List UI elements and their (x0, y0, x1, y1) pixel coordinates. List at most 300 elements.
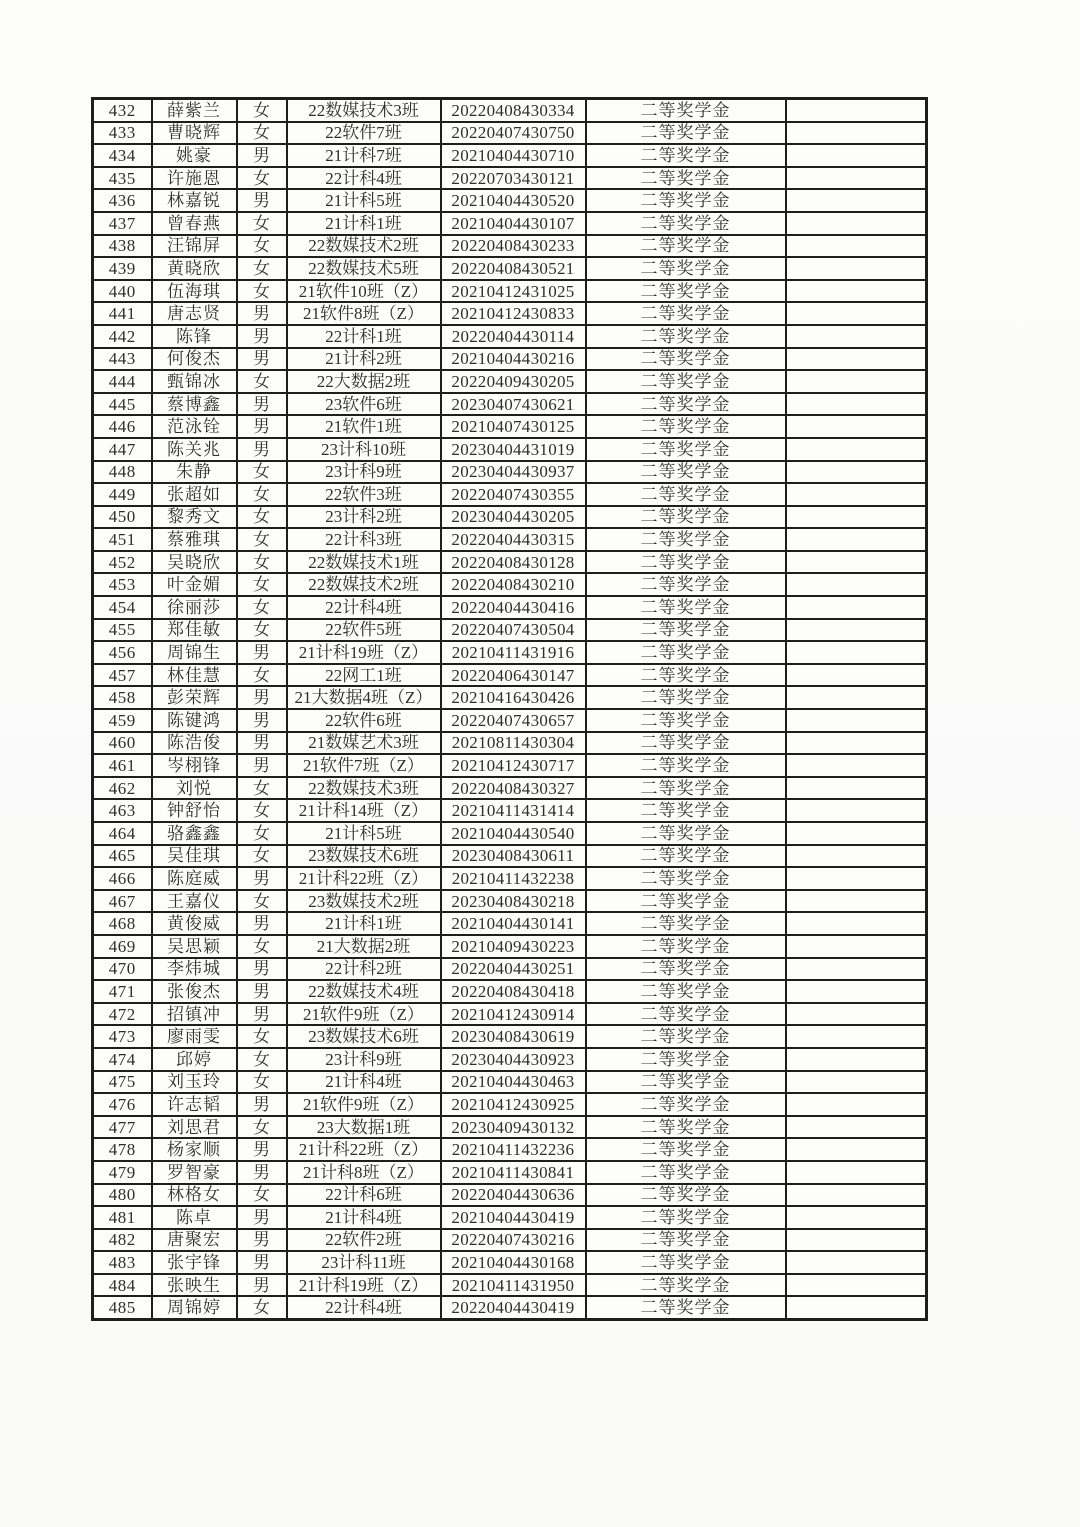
gender-cell: 男 (237, 1251, 287, 1274)
row-number-cell: 475 (93, 1071, 152, 1094)
student-name-cell: 岑栩锋 (152, 754, 237, 777)
award-cell: 二等奖学金 (586, 664, 786, 687)
student-name-cell: 汪锦屏 (152, 235, 237, 258)
note-cell (786, 393, 927, 416)
gender-cell: 女 (237, 1071, 287, 1094)
note-cell (786, 935, 927, 958)
class-name-cell: 23计科9班 (287, 461, 441, 484)
gender-cell: 女 (237, 528, 287, 551)
student-id-cell: 20220408430334 (441, 99, 586, 122)
gender-cell: 女 (237, 551, 287, 574)
row-number-cell: 444 (93, 370, 152, 393)
student-id-cell: 20210404430141 (441, 912, 586, 935)
award-cell: 二等奖学金 (586, 890, 786, 913)
table-row (93, 483, 927, 506)
class-name-cell: 21软件9班（Z） (287, 1093, 441, 1116)
student-name-cell: 陈浩俊 (152, 732, 237, 755)
award-cell: 二等奖学金 (586, 393, 786, 416)
gender-cell: 女 (237, 235, 287, 258)
table-row (93, 935, 927, 958)
class-name-cell: 23软件6班 (287, 393, 441, 416)
note-cell (786, 664, 927, 687)
class-name-cell: 23计科10班 (287, 438, 441, 461)
student-name-cell: 张俊杰 (152, 980, 237, 1003)
row-number-cell: 467 (93, 890, 152, 913)
gender-cell: 男 (237, 1229, 287, 1252)
note-cell (786, 709, 927, 732)
class-name-cell: 22软件2班 (287, 1229, 441, 1252)
student-id-cell: 20220404430636 (441, 1184, 586, 1207)
note-cell (786, 596, 927, 619)
table-row (93, 325, 927, 348)
table-row (93, 1274, 927, 1297)
row-number-cell: 474 (93, 1048, 152, 1071)
student-name-cell: 吴思颖 (152, 935, 237, 958)
class-name-cell: 22大数据2班 (287, 370, 441, 393)
gender-cell: 男 (237, 1274, 287, 1297)
note-cell (786, 890, 927, 913)
award-cell: 二等奖学金 (586, 1025, 786, 1048)
row-number-cell: 466 (93, 867, 152, 890)
table-row (93, 348, 927, 371)
note-cell (786, 122, 927, 145)
student-name-cell: 唐聚宏 (152, 1229, 237, 1252)
row-number-cell: 445 (93, 393, 152, 416)
student-id-cell: 20220408430210 (441, 573, 586, 596)
table-row (93, 754, 927, 777)
award-cell: 二等奖学金 (586, 754, 786, 777)
award-cell: 二等奖学金 (586, 596, 786, 619)
award-cell: 二等奖学金 (586, 189, 786, 212)
class-name-cell: 21数媒艺术3班 (287, 732, 441, 755)
note-cell (786, 1003, 927, 1026)
student-name-cell: 林佳慧 (152, 664, 237, 687)
row-number-cell: 461 (93, 754, 152, 777)
class-name-cell: 22计科3班 (287, 528, 441, 551)
row-number-cell: 450 (93, 506, 152, 529)
table-row (93, 506, 927, 529)
student-id-cell: 20220703430121 (441, 167, 586, 190)
gender-cell: 男 (237, 709, 287, 732)
row-number-cell: 438 (93, 235, 152, 258)
row-number-cell: 460 (93, 732, 152, 755)
gender-cell: 女 (237, 822, 287, 845)
row-number-cell: 462 (93, 777, 152, 800)
student-id-cell: 20220408430418 (441, 980, 586, 1003)
award-cell: 二等奖学金 (586, 483, 786, 506)
class-name-cell: 22软件5班 (287, 619, 441, 642)
student-id-cell: 20220407430355 (441, 483, 586, 506)
student-id-cell: 20230404431019 (441, 438, 586, 461)
table-row (93, 189, 927, 212)
student-id-cell: 20210412430914 (441, 1003, 586, 1026)
gender-cell: 女 (237, 1048, 287, 1071)
class-name-cell: 21软件1班 (287, 415, 441, 438)
award-cell: 二等奖学金 (586, 777, 786, 800)
class-name-cell: 22计科4班 (287, 1296, 441, 1319)
note-cell (786, 867, 927, 890)
row-number-cell: 479 (93, 1161, 152, 1184)
student-id-cell: 20220408430233 (441, 235, 586, 258)
table-row (93, 867, 927, 890)
student-name-cell: 招镇冲 (152, 1003, 237, 1026)
row-number-cell: 482 (93, 1229, 152, 1252)
gender-cell: 女 (237, 845, 287, 868)
note-cell (786, 1071, 927, 1094)
note-cell (786, 1184, 927, 1207)
award-cell: 二等奖学金 (586, 348, 786, 371)
award-cell: 二等奖学金 (586, 551, 786, 574)
gender-cell: 女 (237, 212, 287, 235)
student-id-cell: 20230404430937 (441, 461, 586, 484)
student-id-cell: 20230408430218 (441, 890, 586, 913)
student-name-cell: 许施恩 (152, 167, 237, 190)
note-cell (786, 348, 927, 371)
award-cell: 二等奖学金 (586, 302, 786, 325)
table-row (93, 438, 927, 461)
class-name-cell: 21计科5班 (287, 822, 441, 845)
table-row (93, 1025, 927, 1048)
table-row (93, 461, 927, 484)
student-id-cell: 20220408430521 (441, 257, 586, 280)
gender-cell: 女 (237, 1025, 287, 1048)
table-row (93, 1296, 927, 1319)
student-id-cell: 20220404430416 (441, 596, 586, 619)
note-cell (786, 99, 927, 122)
award-cell: 二等奖学金 (586, 325, 786, 348)
student-name-cell: 吴晓欣 (152, 551, 237, 574)
student-name-cell: 陈锋 (152, 325, 237, 348)
gender-cell: 男 (237, 958, 287, 981)
gender-cell: 女 (237, 122, 287, 145)
gender-cell: 女 (237, 1184, 287, 1207)
table-row (93, 1138, 927, 1161)
row-number-cell: 437 (93, 212, 152, 235)
table-row (93, 99, 927, 122)
student-id-cell: 20210412430833 (441, 302, 586, 325)
student-name-cell: 曾春燕 (152, 212, 237, 235)
award-cell: 二等奖学金 (586, 167, 786, 190)
class-name-cell: 22计科2班 (287, 958, 441, 981)
row-number-cell: 451 (93, 528, 152, 551)
row-number-cell: 455 (93, 619, 152, 642)
gender-cell: 男 (237, 325, 287, 348)
row-number-cell: 442 (93, 325, 152, 348)
class-name-cell: 21计科7班 (287, 144, 441, 167)
row-number-cell: 458 (93, 686, 152, 709)
row-number-cell: 477 (93, 1116, 152, 1139)
class-name-cell: 22软件6班 (287, 709, 441, 732)
award-cell: 二等奖学金 (586, 686, 786, 709)
table-row (93, 1184, 927, 1207)
award-cell: 二等奖学金 (586, 619, 786, 642)
table-row (93, 212, 927, 235)
row-number-cell: 478 (93, 1138, 152, 1161)
row-number-cell: 456 (93, 641, 152, 664)
student-name-cell: 叶金媚 (152, 573, 237, 596)
student-id-cell: 20210411431414 (441, 799, 586, 822)
table-row (93, 845, 927, 868)
class-name-cell: 21计科14班（Z） (287, 799, 441, 822)
table-row (93, 370, 927, 393)
row-number-cell: 446 (93, 415, 152, 438)
gender-cell: 男 (237, 144, 287, 167)
award-cell: 二等奖学金 (586, 912, 786, 935)
class-name-cell: 22数媒技术2班 (287, 573, 441, 596)
student-name-cell: 李炜城 (152, 958, 237, 981)
table-row (93, 1116, 927, 1139)
class-name-cell: 22软件7班 (287, 122, 441, 145)
class-name-cell: 23大数据1班 (287, 1116, 441, 1139)
gender-cell: 男 (237, 732, 287, 755)
note-cell (786, 754, 927, 777)
award-cell: 二等奖学金 (586, 415, 786, 438)
table-row (93, 1048, 927, 1071)
gender-cell: 女 (237, 935, 287, 958)
row-number-cell: 464 (93, 822, 152, 845)
student-name-cell: 何俊杰 (152, 348, 237, 371)
note-cell (786, 1048, 927, 1071)
gender-cell: 男 (237, 1138, 287, 1161)
table-row (93, 415, 927, 438)
gender-cell: 女 (237, 619, 287, 642)
student-name-cell: 黄晓欣 (152, 257, 237, 280)
student-name-cell: 蔡雅琪 (152, 528, 237, 551)
gender-cell: 男 (237, 415, 287, 438)
note-cell (786, 980, 927, 1003)
award-cell: 二等奖学金 (586, 641, 786, 664)
class-name-cell: 21计科4班 (287, 1071, 441, 1094)
gender-cell: 女 (237, 257, 287, 280)
row-number-cell: 454 (93, 596, 152, 619)
class-name-cell: 21软件9班（Z） (287, 1003, 441, 1026)
note-cell (786, 528, 927, 551)
scholarship-roster-table (91, 97, 928, 1321)
table-row (93, 1251, 927, 1274)
gender-cell: 男 (237, 641, 287, 664)
table-row (93, 1229, 927, 1252)
note-cell (786, 461, 927, 484)
note-cell (786, 822, 927, 845)
award-cell: 二等奖学金 (586, 1048, 786, 1071)
award-cell: 二等奖学金 (586, 122, 786, 145)
note-cell (786, 641, 927, 664)
student-name-cell: 彭荣辉 (152, 686, 237, 709)
award-cell: 二等奖学金 (586, 1229, 786, 1252)
class-name-cell: 21软件8班（Z） (287, 302, 441, 325)
table-row (93, 912, 927, 935)
class-name-cell: 21计科8班（Z） (287, 1161, 441, 1184)
student-name-cell: 刘思君 (152, 1116, 237, 1139)
table-row (93, 551, 927, 574)
gender-cell: 女 (237, 573, 287, 596)
class-name-cell: 23数媒技术6班 (287, 1025, 441, 1048)
class-name-cell: 22数媒技术1班 (287, 551, 441, 574)
note-cell (786, 573, 927, 596)
award-cell: 二等奖学金 (586, 980, 786, 1003)
table-row (93, 235, 927, 258)
table-row (93, 822, 927, 845)
row-number-cell: 473 (93, 1025, 152, 1048)
class-name-cell: 22计科6班 (287, 1184, 441, 1207)
student-id-cell: 20210411430841 (441, 1161, 586, 1184)
student-id-cell: 20220404430114 (441, 325, 586, 348)
student-id-cell: 20210411431950 (441, 1274, 586, 1297)
note-cell (786, 1251, 927, 1274)
student-name-cell: 罗智豪 (152, 1161, 237, 1184)
student-id-cell: 20230408430619 (441, 1025, 586, 1048)
table-row (93, 393, 927, 416)
row-number-cell: 432 (93, 99, 152, 122)
student-id-cell: 20230404430205 (441, 506, 586, 529)
row-number-cell: 465 (93, 845, 152, 868)
student-name-cell: 林格女 (152, 1184, 237, 1207)
note-cell (786, 167, 927, 190)
table-row (93, 596, 927, 619)
student-id-cell: 20220407430657 (441, 709, 586, 732)
student-id-cell: 20210411431916 (441, 641, 586, 664)
award-cell: 二等奖学金 (586, 935, 786, 958)
gender-cell: 男 (237, 686, 287, 709)
row-number-cell: 449 (93, 483, 152, 506)
award-cell: 二等奖学金 (586, 1071, 786, 1094)
student-id-cell: 20220404430251 (441, 958, 586, 981)
class-name-cell: 22软件3班 (287, 483, 441, 506)
gender-cell: 男 (237, 1161, 287, 1184)
gender-cell: 女 (237, 280, 287, 303)
table-row (93, 1206, 927, 1229)
student-id-cell: 20210404430710 (441, 144, 586, 167)
note-cell (786, 777, 927, 800)
note-cell (786, 483, 927, 506)
note-cell (786, 958, 927, 981)
award-cell: 二等奖学金 (586, 867, 786, 890)
row-number-cell: 463 (93, 799, 152, 822)
table-row (93, 280, 927, 303)
gender-cell: 女 (237, 890, 287, 913)
gender-cell: 女 (237, 99, 287, 122)
class-name-cell: 21计科19班（Z） (287, 1274, 441, 1297)
student-name-cell: 姚豪 (152, 144, 237, 167)
gender-cell: 男 (237, 912, 287, 935)
note-cell (786, 1296, 927, 1319)
note-cell (786, 1274, 927, 1297)
student-id-cell: 20220407430216 (441, 1229, 586, 1252)
student-name-cell: 陈键鸿 (152, 709, 237, 732)
student-id-cell: 20210404430216 (441, 348, 586, 371)
table-row (93, 122, 927, 145)
award-cell: 二等奖学金 (586, 257, 786, 280)
student-id-cell: 20210404430107 (441, 212, 586, 235)
student-name-cell: 刘玉玲 (152, 1071, 237, 1094)
gender-cell: 女 (237, 483, 287, 506)
table-row (93, 732, 927, 755)
row-number-cell: 435 (93, 167, 152, 190)
table-row (93, 777, 927, 800)
student-id-cell: 20210407430125 (441, 415, 586, 438)
student-name-cell: 范泳铨 (152, 415, 237, 438)
student-id-cell: 20220404430419 (441, 1296, 586, 1319)
student-id-cell: 20210404430168 (441, 1251, 586, 1274)
class-name-cell: 23计科2班 (287, 506, 441, 529)
student-name-cell: 甄锦冰 (152, 370, 237, 393)
note-cell (786, 235, 927, 258)
award-cell: 二等奖学金 (586, 280, 786, 303)
note-cell (786, 370, 927, 393)
class-name-cell: 22网工1班 (287, 664, 441, 687)
student-id-cell: 20220409430205 (441, 370, 586, 393)
award-cell: 二等奖学金 (586, 1093, 786, 1116)
student-id-cell: 20210411432236 (441, 1138, 586, 1161)
table-row (93, 144, 927, 167)
student-id-cell: 20210411432238 (441, 867, 586, 890)
award-cell: 二等奖学金 (586, 958, 786, 981)
row-number-cell: 457 (93, 664, 152, 687)
gender-cell: 女 (237, 596, 287, 619)
student-id-cell: 20210404430540 (441, 822, 586, 845)
gender-cell: 女 (237, 1116, 287, 1139)
student-name-cell: 薛紫兰 (152, 99, 237, 122)
gender-cell: 女 (237, 1296, 287, 1319)
row-number-cell: 453 (93, 573, 152, 596)
note-cell (786, 325, 927, 348)
award-cell: 二等奖学金 (586, 461, 786, 484)
table-row (93, 1003, 927, 1026)
row-number-cell: 471 (93, 980, 152, 1003)
award-cell: 二等奖学金 (586, 144, 786, 167)
gender-cell: 男 (237, 980, 287, 1003)
gender-cell: 男 (237, 1003, 287, 1026)
class-name-cell: 21计科4班 (287, 1206, 441, 1229)
student-name-cell: 曹晓辉 (152, 122, 237, 145)
note-cell (786, 506, 927, 529)
student-name-cell: 许志韬 (152, 1093, 237, 1116)
note-cell (786, 257, 927, 280)
class-name-cell: 23计科9班 (287, 1048, 441, 1071)
note-cell (786, 551, 927, 574)
class-name-cell: 22数媒技术3班 (287, 99, 441, 122)
student-name-cell: 陈卓 (152, 1206, 237, 1229)
table-row (93, 1071, 927, 1094)
gender-cell: 女 (237, 777, 287, 800)
student-name-cell: 林嘉锐 (152, 189, 237, 212)
note-cell (786, 144, 927, 167)
student-name-cell: 伍海琪 (152, 280, 237, 303)
gender-cell: 男 (237, 302, 287, 325)
class-name-cell: 23数媒技术2班 (287, 890, 441, 913)
row-number-cell: 459 (93, 709, 152, 732)
award-cell: 二等奖学金 (586, 235, 786, 258)
class-name-cell: 23计科11班 (287, 1251, 441, 1274)
student-name-cell: 杨家顺 (152, 1138, 237, 1161)
award-cell: 二等奖学金 (586, 1206, 786, 1229)
student-name-cell: 徐丽莎 (152, 596, 237, 619)
class-name-cell: 22计科4班 (287, 167, 441, 190)
student-id-cell: 20230407430621 (441, 393, 586, 416)
gender-cell: 男 (237, 348, 287, 371)
class-name-cell: 21大数据2班 (287, 935, 441, 958)
student-name-cell: 黄俊威 (152, 912, 237, 935)
gender-cell: 男 (237, 189, 287, 212)
award-cell: 二等奖学金 (586, 799, 786, 822)
award-cell: 二等奖学金 (586, 528, 786, 551)
award-cell: 二等奖学金 (586, 1161, 786, 1184)
award-cell: 二等奖学金 (586, 1274, 786, 1297)
note-cell (786, 189, 927, 212)
award-cell: 二等奖学金 (586, 1251, 786, 1274)
row-number-cell: 468 (93, 912, 152, 935)
student-name-cell: 王嘉仪 (152, 890, 237, 913)
